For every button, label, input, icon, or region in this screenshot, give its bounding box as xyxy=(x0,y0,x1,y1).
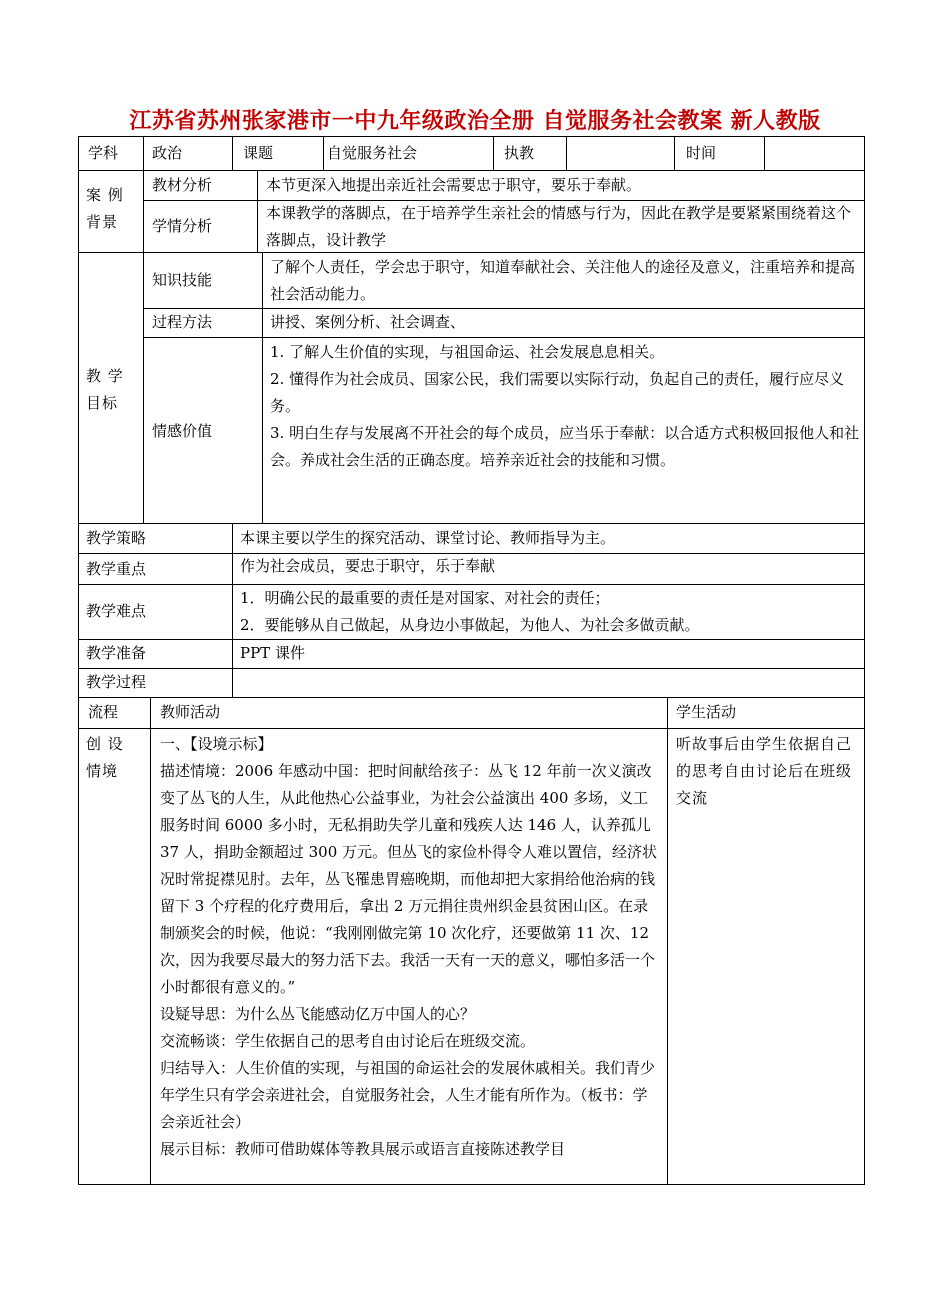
goals-label: 教 学目标 xyxy=(86,367,124,412)
table-border-right xyxy=(864,136,865,1185)
knowledge-text: 了解个人责任，学会忠于职守，知道奉献社会、关注他人的途径及意义，注重培养和提高社会活动能力。 xyxy=(270,258,856,303)
row-divider xyxy=(78,170,864,171)
emotion-item: 2. 懂得作为社会成员、国家公民，我们需要以实际行动，负起自己的责任，履行应尽义务。 xyxy=(270,370,845,415)
col-divider xyxy=(232,136,233,171)
col-divider xyxy=(150,697,151,1185)
strategy-text: 本课主要以学生的探究活动、课堂讨论、教师指导为主。 xyxy=(240,529,616,547)
strategy-label: 教学策略 xyxy=(86,529,147,547)
teacher-line: 归结导入：人生价值的实现，与祖国的命运社会的发展休戚相关。我们青少年学生只有学会亲进社会，自觉服务社会，人生才能有所作为。（板书：学会亲近社会） xyxy=(160,1059,656,1131)
teacher-line: 描述情境：2006 年感动中国：把时间献给孩子：丛飞 12 年前一次义演改变了丛飞的人生，从此他热心公益事业，为社会公益演出 400 多场，义工服务时间 6000 多小时，无私捐助失学儿童和残疾人达 146 人，认养孤儿 37 人，捐助金额超过 300 万元。但丛飞的家俭朴得令人难以置信，经济状况时常捉襟见肘。去年，丛飞罹患胃癌晚期，而他却把大家捐给他治病的钱留下 3 个疗程的化疗费用后，拿出 2 万元捐往贵州织金县贫困山区。在录制颁奖会的时候，他说：“我刚刚做完第 10 次化疗，还要做第 11 次、12 次，因为我要尽最大的努力活下去。我活一天有一天的意义，哪怕多活一个小时都很有意义的。” xyxy=(160,762,658,996)
teacher-line: 一、【设境示标】 xyxy=(160,735,273,753)
subject-label: 学科 xyxy=(88,144,119,162)
emotion-items xyxy=(270,339,862,474)
focus-text: 作为社会成员，要忠于职守，乐于奉献 xyxy=(240,557,496,575)
process-method-label: 过程方法 xyxy=(152,313,213,331)
row-divider xyxy=(143,308,864,309)
topic-value: 自觉服务社会 xyxy=(327,144,418,162)
row-divider xyxy=(143,337,864,338)
difficulty-label: 教学难点 xyxy=(86,602,147,620)
preparation-text: PPT 课件 xyxy=(240,644,305,662)
col-divider xyxy=(566,136,567,171)
difficulty-item: 1．明确公民的最重要的责任是对国家、对社会的责任； xyxy=(240,589,610,607)
col-divider xyxy=(493,136,494,171)
col-header-teacher: 教师活动 xyxy=(160,703,221,721)
col-divider xyxy=(143,136,144,524)
col-divider xyxy=(257,170,258,253)
student-activity: 听故事后由学生依据自己的思考自由讨论后在班级交流 xyxy=(676,735,853,807)
focus-label: 教学重点 xyxy=(86,560,147,578)
row-divider xyxy=(78,639,864,640)
row-divider xyxy=(78,697,864,698)
flow-create-scene: 创 设情境 xyxy=(86,735,124,780)
col-divider xyxy=(232,523,233,698)
col-header-student: 学生活动 xyxy=(676,703,737,721)
teacher-line: 设疑导思：为什么丛飞能感动亿万中国人的心？ xyxy=(160,1005,476,1023)
student-analysis-label: 学情分析 xyxy=(152,217,213,235)
col-divider xyxy=(323,136,324,171)
knowledge-label: 知识技能 xyxy=(152,271,213,289)
table-border-bottom xyxy=(78,1184,864,1185)
difficulty-item: 2．要能够从自己做起，从身边小事做起，为他人、为社会多做贡献。 xyxy=(240,616,700,634)
background-label: 案 例背景 xyxy=(86,186,124,231)
difficulty-items xyxy=(240,585,700,639)
emotion-item: 3. 明白生存与发展离不开社会的每个成员，应当乐于奉献：以合适方式积极回报他人和社会。养成社会生活的正确态度。培养亲近社会的技能和习惯。 xyxy=(270,424,860,469)
table-border-top xyxy=(78,136,864,137)
teacher-line: 展示目标：教师可借助媒体等教具展示或语言直接陈述教学目 xyxy=(160,1140,566,1158)
emotion-label: 情感价值 xyxy=(152,422,213,440)
table-border-left xyxy=(78,136,79,1185)
process-method-text: 讲授、案例分析、社会调查、 xyxy=(270,313,466,331)
teacher-label: 执教 xyxy=(504,144,535,162)
col-divider xyxy=(674,136,675,171)
time-label: 时间 xyxy=(686,144,717,162)
material-analysis-label: 教材分析 xyxy=(152,176,213,194)
emotion-item: 1. 了解人生价值的实现，与祖国命运、社会发展息息相关。 xyxy=(270,343,665,361)
teacher-line: 交流畅谈：学生依据自己的思考自由讨论后在班级交流。 xyxy=(160,1032,536,1050)
col-divider xyxy=(764,136,765,171)
topic-label: 课题 xyxy=(243,144,274,162)
teacher-activity xyxy=(160,731,662,1163)
col-divider xyxy=(667,697,668,1185)
material-analysis-text: 本节更深入地提出亲近社会需要忠于职守，要乐于奉献。 xyxy=(266,176,642,194)
process-label: 教学过程 xyxy=(86,673,147,691)
preparation-label: 教学准备 xyxy=(86,644,147,662)
col-header-flow: 流程 xyxy=(88,703,119,721)
subject-value: 政治 xyxy=(152,144,183,162)
row-divider xyxy=(78,728,864,729)
row-divider xyxy=(78,523,864,524)
student-analysis-text: 本课教学的落脚点，在于培养学生亲社会的情感与行为，因此在教学是要紧紧围绕着这个落脚点，设计教学 xyxy=(266,204,852,249)
col-divider xyxy=(262,252,263,524)
row-divider xyxy=(78,668,864,669)
document-title: 江苏省苏州张家港市一中九年级政治全册 自觉服务社会教案 新人教版 xyxy=(129,109,821,134)
